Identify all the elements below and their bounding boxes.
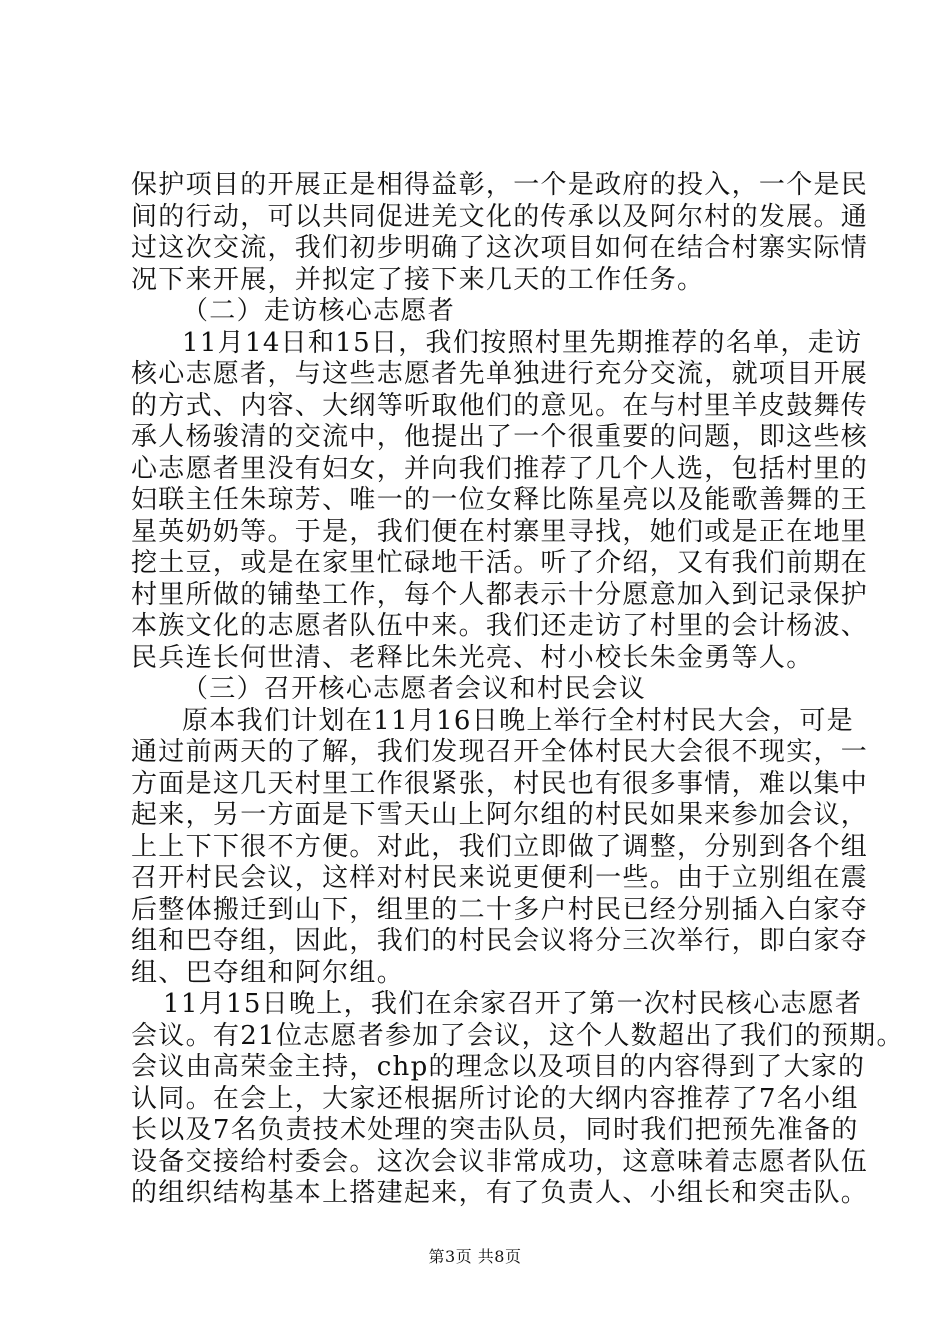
text-line: 间的行动，可以共同促进羌文化的传承以及阿尔村的发展。通 [131, 201, 869, 232]
text-line: 挖土豆，或是在家里忙碌地干活。听了介绍，又有我们前期在 [131, 548, 869, 578]
text-line: 心志愿者里没有妇女，并向我们推荐了几个人选，包括村里的 [131, 453, 869, 484]
section-heading: （二）走访核心志愿者 [182, 296, 456, 326]
text-line: 况下来开展，并拟定了接下来几天的工作任务。 [131, 264, 705, 295]
text-line: 方面是这几天村里工作很紧张，村民也有很多事情，难以集中 [131, 768, 869, 799]
text-line: 本族文化的志愿者队伍中来。我们还走访了村里的会计杨波、 [131, 611, 869, 641]
text-line: 设备交接给村委会。这次会议非常成功，这意味着志愿者队伍 [131, 1146, 869, 1177]
text-line: 会议。有21位志愿者参加了会议，这个人数超出了我们的预期。 [131, 1020, 904, 1051]
text-line: 原本我们计划在11月16日晚上举行全村村民大会，可是 [182, 705, 854, 736]
text-line: 起来，另一方面是下雪天山上阿尔组的村民如果来参加会议， [131, 800, 869, 830]
text-line: 通过前两天的了解，我们发现召开全体村民大会很不现实，一 [131, 737, 869, 767]
text-line: 妇联主任朱琼芳、唯一的一位女释比陈星亮以及能歌善舞的王 [131, 485, 869, 515]
text-line: 组和巴夺组，因此，我们的村民会议将分三次举行，即白家夺 [131, 926, 869, 956]
page-footer: 第3页 共8页 [428, 1247, 522, 1266]
text-line: 过这次交流，我们初步明确了这次项目如何在结合村寨实际情 [131, 233, 869, 263]
text-line: 后整体搬迁到山下，组里的二十多户村民已经分别插入白家夺 [131, 894, 869, 925]
section-heading: （三）召开核心志愿者会议和村民会议 [182, 674, 647, 704]
text-line: 组、巴夺组和阿尔组。 [131, 957, 405, 988]
text-line: 召开村民会议，这样对村民来说更便利一些。由于立别组在震 [131, 863, 869, 893]
text-line: 保护项目的开展正是相得益彰，一个是政府的投入，一个是民 [131, 170, 869, 200]
text-line: 承人杨骏清的交流中，他提出了一个很重要的问题，即这些核 [131, 422, 869, 452]
text-line: 民兵连长何世清、老释比朱光亮、村小校长朱金勇等人。 [131, 642, 814, 673]
text-line: 星英奶奶等。于是，我们便在村寨里寻找，她们或是正在地里 [131, 516, 869, 547]
text-line: 11月15日晚上，我们在余家召开了第一次村民核心志愿者 [163, 989, 863, 1019]
text-line: 的方式、内容、大纲等听取他们的意见。在与村里羊皮鼓舞传 [131, 390, 869, 421]
text-line: 村里所做的铺垫工作，每个人都表示十分愿意加入到记录保护 [131, 579, 869, 610]
text-line: 核心志愿者，与这些志愿者先单独进行充分交流，就项目开展 [131, 359, 869, 389]
text-line: 的组织结构基本上搭建起来，有了负责人、小组长和突击队。 [131, 1178, 869, 1208]
text-line: 会议由高荣金主持，chp的理念以及项目的内容得到了大家的 [131, 1052, 866, 1082]
text-line: 11月14日和15日，我们按照村里先期推荐的名单，走访 [182, 327, 863, 358]
text-line: 长以及7名负责技术处理的突击队员，同时我们把预先准备的 [131, 1115, 859, 1145]
text-line: 认同。在会上，大家还根据所讨论的大纲内容推荐了7名小组 [131, 1083, 859, 1114]
text-line: 上上下下很不方便。对此，我们立即做了调整，分别到各个组 [131, 831, 869, 862]
